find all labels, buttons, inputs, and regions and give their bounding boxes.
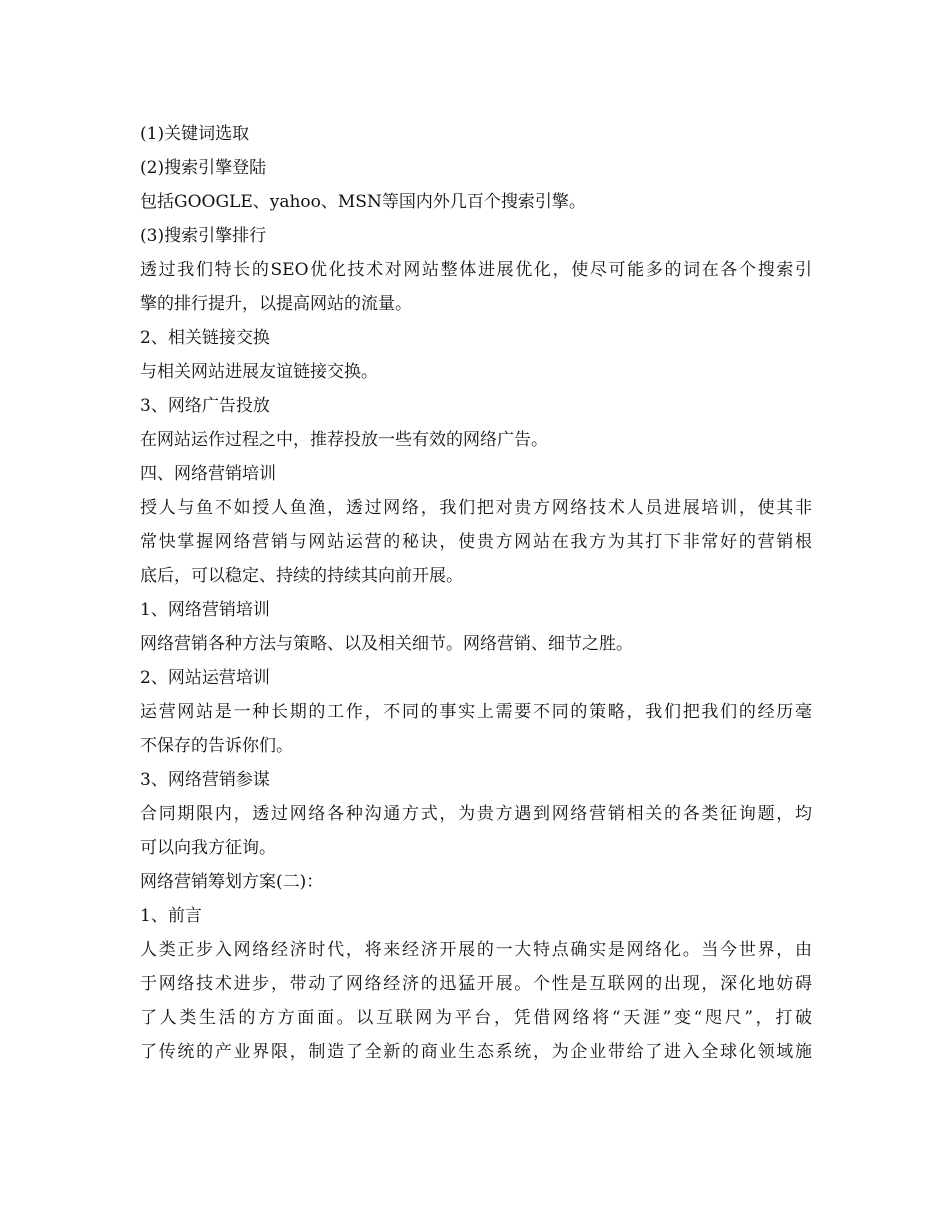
text-line: 运营网站是一种长期的工作，不同的事实上需要不同的策略，我们把我们的经历毫 (140, 702, 812, 722)
text-line: 了传统的产业界限，制造了全新的商业生态系统，为企业带给了进入全球化领域施 (140, 1042, 812, 1062)
text-line: 1、前言 (140, 906, 202, 926)
text-line: 了人类生活的方方面面。以互联网为平台，凭借网络将“天涯”变“咫尺”，打破 (140, 1008, 812, 1028)
text-line: 在网站运作过程之中，推荐投放一些有效的网络广告。 (140, 430, 548, 450)
text-line: 3、网络营销参谋 (140, 770, 270, 790)
text-line: (3)搜索引擎排行 (140, 226, 267, 246)
text-line: 透过我们特长的SEO优化技术对网站整体进展优化，使尽可能多的词在各个搜索引 (140, 260, 812, 280)
text-line: 可以向我方征询。 (140, 838, 276, 858)
text-line: (2)搜索引擎登陆 (140, 158, 267, 178)
text-line: 2、网站运营培训 (140, 668, 270, 688)
text-line: (1)关键词选取 (140, 124, 250, 144)
document-body (140, 117, 812, 1069)
text-line: 网络营销各种方法与策略、以及相关细节。网络营销、细节之胜。 (140, 634, 633, 654)
text-line: 授人与鱼不如授人鱼渔，透过网络，我们把对贵方网络技术人员进展培训，使其非 (140, 498, 812, 518)
text-line: 人类正步入网络经济时代，将来经济开展的一大特点确实是网络化。当今世界，由 (140, 940, 812, 960)
text-line: 擎的排行提升，以提高网站的流量。 (140, 294, 412, 314)
text-line: 网络营销筹划方案(二)： (140, 872, 324, 892)
text-line: 包括GOOGLE、yahoo、MSN等国内外几百个搜索引擎。 (140, 192, 586, 212)
text-line: 合同期限内，透过网络各种沟通方式，为贵方遇到网络营销相关的各类征询题，均 (140, 804, 812, 824)
text-line: 不保存的告诉你们。 (140, 736, 293, 756)
text-line: 3、网络广告投放 (140, 396, 270, 416)
text-line: 四、网络营销培训 (140, 464, 276, 484)
text-line: 常快掌握网络营销与网站运营的秘诀，使贵方网站在我方为其打下非常好的营销根 (140, 532, 812, 552)
text-line: 底后，可以稳定、持续的持续其向前开展。 (140, 566, 463, 586)
text-line: 1、网络营销培训 (140, 600, 270, 620)
text-line: 2、相关链接交换 (140, 328, 270, 348)
text-line: 与相关网站进展友谊链接交换。 (140, 362, 378, 382)
text-line: 于网络技术进步，带动了网络经济的迅猛开展。个性是互联网的出现，深化地妨碍 (140, 974, 812, 994)
